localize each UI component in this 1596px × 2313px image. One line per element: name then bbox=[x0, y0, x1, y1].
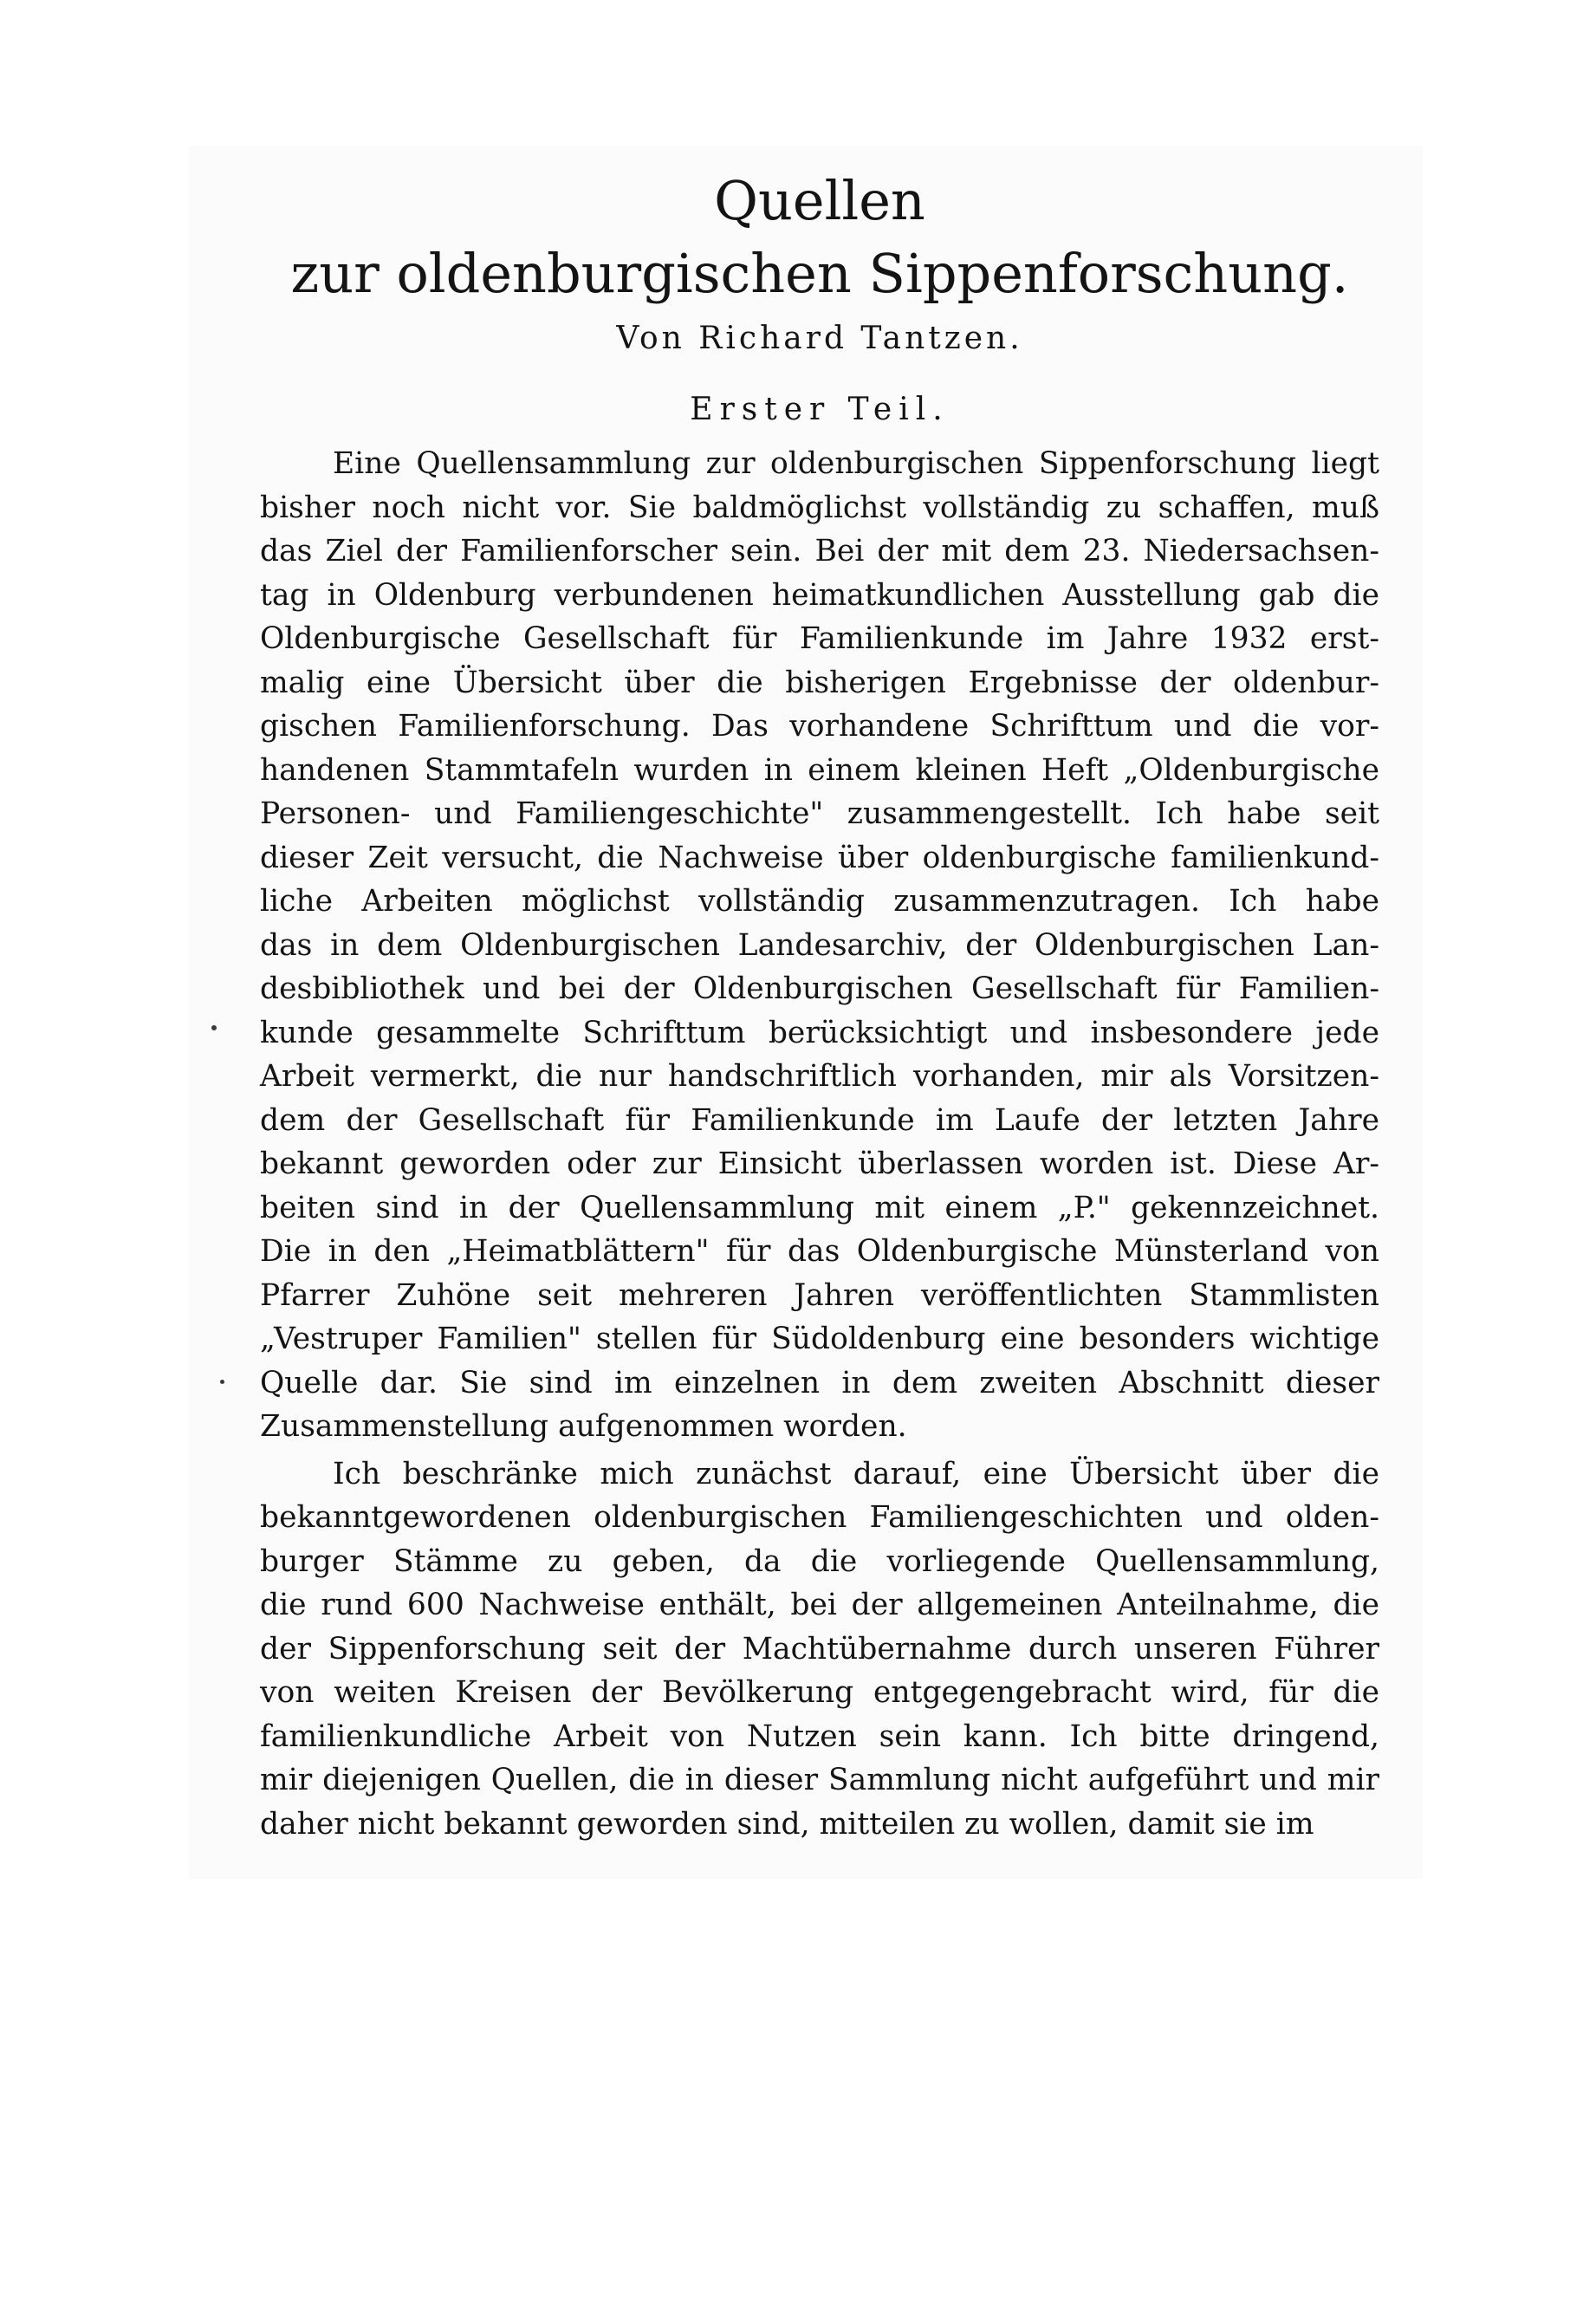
text-line: dieser Zeit versucht, die Nachweise über oldenburgische familienkund- bbox=[260, 840, 1379, 875]
text-line: das in dem Oldenburgischen Landesarchiv, der Oldenburgischen Lan- bbox=[260, 927, 1379, 963]
text-line: Arbeit vermerkt, die nur handschriftlich vorhanden, mir als Vorsitzen- bbox=[260, 1059, 1379, 1094]
text-line: Oldenburgische Gesellschaft für Familienkunde im Jahre 1932 erst- bbox=[260, 621, 1379, 656]
text-line: desbibliothek und bei der Oldenburgischen Gesellschaft für Familien- bbox=[260, 971, 1379, 1006]
author-byline: Von Richard Tantzen. bbox=[616, 321, 1023, 356]
article bbox=[260, 165, 1379, 1846]
text-line: beiten sind in der Quellensammlung mit einem „P." gekennzeichnet. bbox=[260, 1190, 1379, 1225]
paragraph bbox=[260, 1452, 1379, 1847]
text-line: „Vestruper Familien" stellen für Südoldenburg eine besonders wichtige bbox=[260, 1322, 1379, 1356]
text-line: der Sippenforschung seit der Machtübernahme durch unseren Führer bbox=[260, 1631, 1379, 1667]
text-line: das Ziel der Familienforscher sein. Bei der mit dem 23. Niedersachsen- bbox=[260, 534, 1379, 569]
paragraph bbox=[260, 442, 1379, 1449]
text-line: malig eine Übersicht über die bisherigen Ergebnisse der oldenbur- bbox=[260, 665, 1379, 700]
text-line: Zusammenstellung aufgenommen worden. bbox=[260, 1409, 907, 1444]
text-line: tag in Oldenburg verbundenen heimatkundlichen Ausstellung gab die bbox=[260, 577, 1379, 613]
text-line: Die in den „Heimatblättern" für das Oldenburgische Münsterland von bbox=[260, 1234, 1379, 1269]
text-line: gischen Familienforschung. Das vorhandene Schrifttum und die vor- bbox=[260, 709, 1379, 744]
text-line: von weiten Kreisen der Bevölkerung entgegengebracht wird, für die bbox=[260, 1675, 1379, 1710]
title-line-1: Quellen bbox=[714, 169, 925, 232]
text-line: handenen Stammtafeln wurden in einem kleinen Heft „Oldenburgische bbox=[260, 752, 1379, 788]
text-line: daher nicht bekannt geworden sind, mitteilen zu wollen, damit sie im bbox=[260, 1806, 1314, 1842]
print-speck bbox=[220, 1380, 224, 1384]
text-line: Pfarrer Zuhöne seit mehreren Jahren veröffentlichten Stammlisten bbox=[260, 1277, 1379, 1313]
text-line: Eine Quellensammlung zur oldenburgischen Sippenforschung liegt bbox=[333, 446, 1379, 481]
text-line: mir diejenigen Quellen, die in dieser Sammlung nicht aufgeführt und mir bbox=[260, 1763, 1379, 1797]
text-line: familienkundliche Arbeit von Nutzen sein kann. Ich bitte dringend, bbox=[260, 1719, 1379, 1754]
text-line: dem der Gesellschaft für Familienkunde im Laufe der letzten Jahre bbox=[260, 1102, 1379, 1138]
print-speck bbox=[211, 1025, 217, 1030]
text-line: Quelle dar. Sie sind im einzelnen in dem zweiten Abschnitt dieser bbox=[260, 1365, 1379, 1400]
text-line: die rund 600 Nachweise enthält, bei der allgemeinen Anteilnahme, die bbox=[260, 1588, 1379, 1622]
section-heading: Erster Teil. bbox=[690, 392, 950, 427]
text-line: Ich beschränke mich zunächst darauf, eine Übersicht über die bbox=[333, 1456, 1379, 1491]
title-line-2: zur oldenburgischen Sippenforschung. bbox=[290, 242, 1349, 305]
text-line: kunde gesammelte Schrifttum berücksichtigt und insbesondere jede bbox=[260, 1015, 1379, 1050]
text-line: burger Stämme zu geben, da die vorliegende Quellensammlung, bbox=[260, 1543, 1379, 1579]
text-line: Personen- und Familiengeschichte" zusammengestellt. Ich habe seit bbox=[260, 796, 1379, 831]
text-line: liche Arbeiten möglichst vollständig zusammenzutragen. Ich habe bbox=[260, 884, 1379, 919]
text-line: bekannt geworden oder zur Einsicht überlassen worden ist. Diese Ar- bbox=[260, 1147, 1379, 1181]
text-line: bisher noch nicht vor. Sie baldmöglichst vollständig zu schaffen, muß bbox=[260, 490, 1379, 525]
text-line: bekanntgewordenen oldenburgischen Familiengeschichten und olden- bbox=[260, 1500, 1379, 1535]
